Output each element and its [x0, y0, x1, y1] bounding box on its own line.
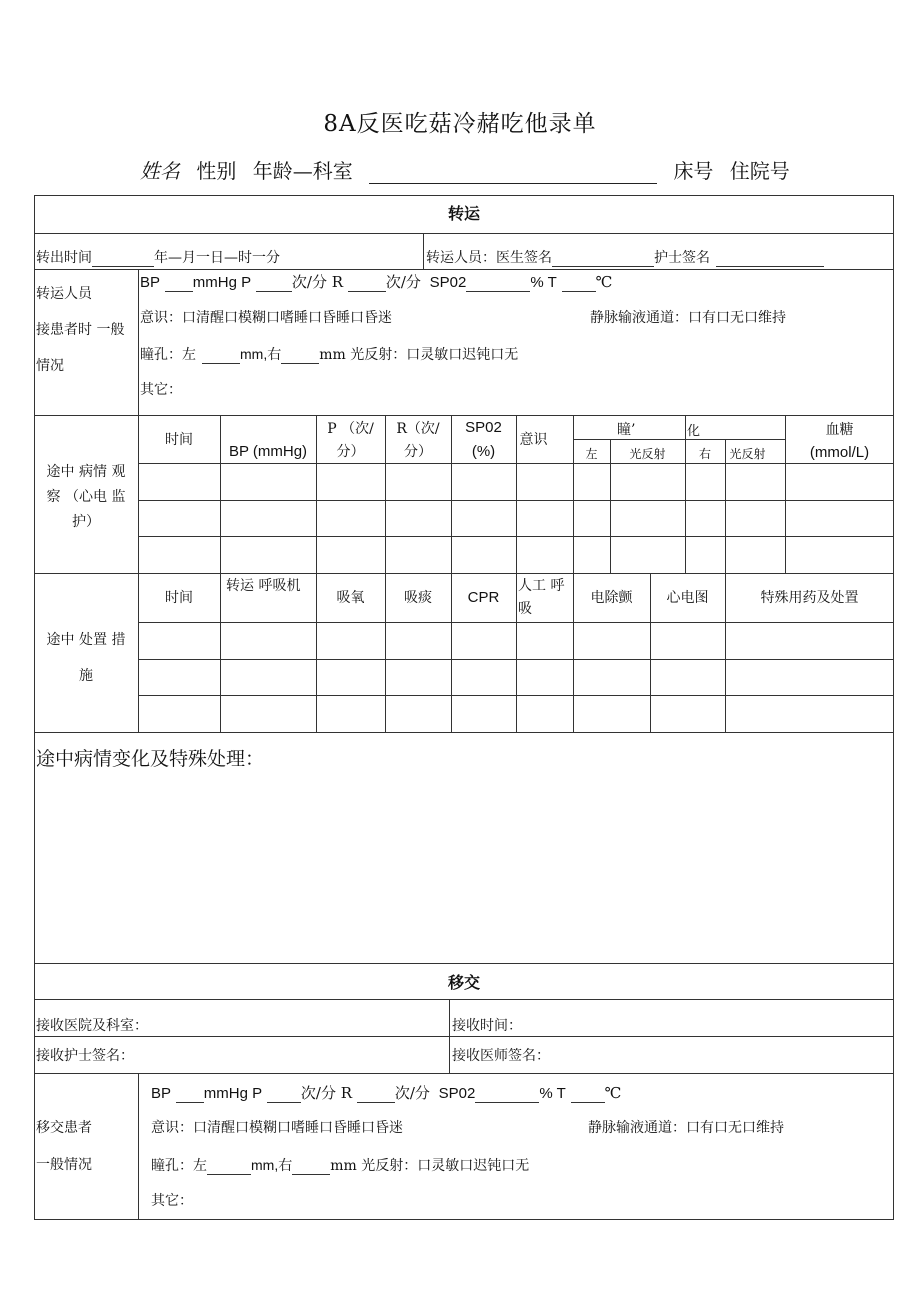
m-h-oxygen: 吸氧 — [336, 590, 365, 606]
patient-label-3: 情况 — [36, 358, 64, 374]
obs-h-spo2: SP02 — [465, 419, 502, 436]
measures-label-2: 施 — [79, 668, 93, 684]
obs-label-1: 途中 病情 观 — [46, 464, 126, 480]
dept-blank[interactable] — [369, 163, 657, 184]
obs-h-light-left: 光反射 — [629, 447, 666, 461]
nurse-sign-blank[interactable] — [716, 252, 824, 267]
h-spo2-blank[interactable] — [475, 1088, 539, 1103]
r-blank[interactable] — [348, 277, 386, 292]
measures-label-1: 途中 处置 措 — [46, 632, 126, 648]
receiving-doctor[interactable]: 接收医师签名： — [452, 1048, 550, 1064]
receiving-time[interactable]: 接收时间： — [452, 1018, 522, 1034]
name-label: 姓名 — [140, 159, 180, 183]
handover-heading: 移交 — [447, 975, 480, 992]
handover-vitals: BP mmHg P 次/分 R 次/分 SP02 % T ℃ — [151, 1084, 622, 1102]
obs-label-3: 护） — [72, 514, 100, 530]
obs-h-time: 时间 — [165, 432, 193, 448]
m-h-suction: 吸痰 — [404, 590, 432, 606]
receiving-nurse[interactable]: 接收护士签名： — [36, 1048, 134, 1064]
m-h-cpr: CPR — [467, 589, 500, 606]
doctor-sign-blank[interactable] — [552, 252, 654, 267]
page-title: 8A反医吃菇冷赭吃他录单 — [323, 111, 597, 137]
transfer-vitals: BP mmHg P 次/分 R 次/分 SP02 % T ℃ — [140, 273, 613, 291]
bp-blank[interactable] — [165, 277, 193, 292]
m-h-vent: 转运 呼吸机 — [226, 578, 301, 594]
m-h-ecg: 心电图 — [666, 590, 709, 606]
obs-h-spo2-unit: (%) — [471, 443, 496, 460]
obs-h-p2: 分） — [336, 444, 365, 460]
changes-label: 途中病情变化及特殊处理： — [36, 748, 265, 770]
obs-h-bp: BP (mmHg) — [228, 443, 308, 460]
obs-h-glucose-unit: (mmol/L) — [809, 444, 870, 461]
obs-h-consc: 意识 — [519, 432, 548, 448]
doctor-sign-label: 转运人员：医生签名 — [426, 250, 552, 266]
nurse-sign-label: 护士签名 — [654, 250, 710, 266]
receiving-hospital[interactable]: 接收医院及科室： — [36, 1018, 148, 1034]
m-h-ar1: 人工 呼 — [518, 578, 565, 594]
handover-iv[interactable]: 静脉输液通道：口有口无口维持 — [588, 1120, 784, 1136]
out-time-label: 转出时间 — [36, 250, 92, 266]
h-pupil-left-blank[interactable] — [207, 1160, 251, 1175]
obs-h-r2: 分） — [404, 444, 432, 460]
t-blank[interactable] — [562, 277, 596, 292]
obs-label-2: 察 （心电 监 — [46, 489, 126, 505]
obs-h-light-right: 光反射 — [729, 447, 766, 461]
h-t-blank[interactable] — [571, 1088, 605, 1103]
handover-other: 其它： — [151, 1193, 193, 1209]
admission-label: 住院号 — [729, 159, 790, 183]
patient-label-1: 转运人员 — [36, 286, 92, 302]
gender-label: 性别 — [196, 159, 237, 183]
obs-h-r: R（次/ — [396, 421, 440, 437]
obs-h-glucose: 血糖 — [825, 422, 854, 438]
handover-label-1: 移交患者 — [36, 1120, 92, 1136]
obs-h-pupil2: 化 — [687, 424, 701, 439]
transfer-iv[interactable]: 静脉输液通道：口有口无口维持 — [590, 310, 786, 326]
handover-consciousness[interactable]: 意识：口清醒口模糊口嗜睡口昏睡口昏迷 — [151, 1120, 403, 1136]
handover-label-2: 一般情况 — [36, 1157, 92, 1173]
pupil-left-blank[interactable] — [202, 349, 240, 364]
transfer-other: 其它： — [140, 382, 182, 398]
handover-pupil: 瞳孔：左 mm,右 mm 光反射：口灵敏口迟钝口无 — [151, 1157, 530, 1174]
patient-header — [140, 155, 790, 184]
m-h-defib: 电除颤 — [590, 590, 633, 606]
m-h-ar2: 吸 — [518, 601, 532, 617]
obs-h-p: P （次/ — [327, 421, 374, 437]
obs-h-left: 左 — [585, 447, 598, 461]
h-bp-blank[interactable] — [176, 1088, 204, 1103]
age-dept-label: 年龄—科室 — [252, 159, 353, 183]
out-time-blank[interactable] — [92, 252, 154, 267]
out-time-units: 年—月一日—时一分 — [154, 250, 280, 266]
m-h-time: 时间 — [165, 590, 193, 606]
h-p-blank[interactable] — [267, 1088, 301, 1103]
obs-h-right: 右 — [698, 447, 711, 461]
transfer-consciousness[interactable]: 意识：口清醒口模糊口嗜睡口昏睡口昏迷 — [140, 310, 392, 326]
bed-label: 床号 — [673, 159, 714, 183]
patient-label-2: 接患者时 一般 — [36, 322, 125, 338]
out-time-row — [36, 250, 280, 267]
h-pupil-right-blank[interactable] — [292, 1160, 330, 1175]
transfer-heading: 转运 — [447, 206, 480, 223]
obs-h-pupil: 瞳’ — [617, 422, 636, 438]
staff-row — [426, 250, 824, 267]
m-h-special: 特殊用药及处置 — [760, 590, 859, 606]
p-blank[interactable] — [256, 277, 292, 292]
pupil-right-blank[interactable] — [281, 349, 319, 364]
spo2-blank[interactable] — [466, 277, 530, 292]
h-r-blank[interactable] — [357, 1088, 395, 1103]
transfer-pupil: 瞳孔：左 mm,右 mm 光反射：口灵敏口迟钝口无 — [140, 346, 519, 363]
